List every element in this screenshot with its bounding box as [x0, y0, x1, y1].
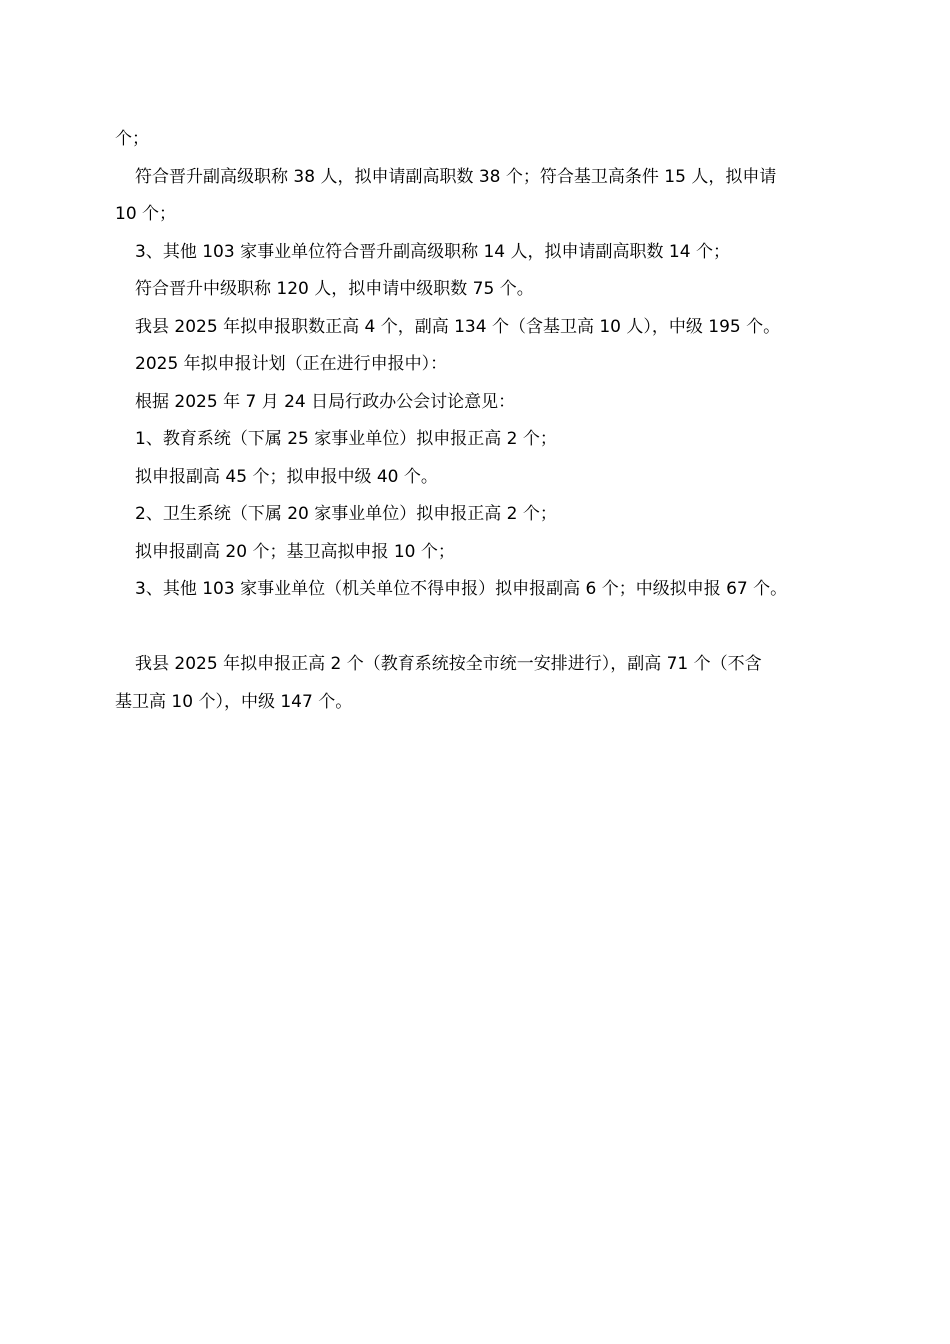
text-line-11: 2、卫生系统（下属 20 家事业单位）拟申报正高 2 个； [135, 504, 557, 524]
text-line-2: 符合晋升副高级职称 38 人，拟申请副高职数 38 个；符合基卫高条件 15 人，拟申请 [135, 166, 777, 187]
text-line-5: 符合晋升中级职称 120 人，拟申请中级职数 75 个。 [135, 279, 534, 299]
text-line-4: 3、其他 103 家事业单位符合晋升副高级职称 14 人，拟申请副高职数 14 个； [135, 241, 730, 262]
text-line-6: 我县 2025 年拟申报职数正高 4 个，副高 134 个（含基卫高 10 人），中级 195 个。 [135, 316, 781, 337]
text-line-15: 基卫高 10 个），中级 147 个。 [115, 691, 353, 712]
text-line-10: 拟申报副高 45 个；拟申报中级 40 个。 [135, 466, 438, 487]
text-line-13: 3、其他 103 家事业单位（机关单位不得申报）拟申报副高 6 个；中级拟申报 67 个。 [135, 579, 788, 599]
text-line-1: 个； [115, 129, 149, 149]
text-line-14: 我县 2025 年拟申报正高 2 个（教育系统按全市统一安排进行），副高 71 个（不含 [135, 654, 762, 674]
text-line-8: 根据 2025 年 7 月 24 日局行政办公会讨论意见： [135, 391, 516, 412]
paragraph-gap [115, 609, 845, 647]
document-body [115, 121, 845, 721]
text-line-9: 1、教育系统（下属 25 家事业单位）拟申报正高 2 个； [135, 429, 557, 449]
text-line-7: 2025 年拟申报计划（正在进行申报中）： [135, 354, 448, 374]
text-line-3: 10 个； [115, 204, 177, 224]
text-line-12: 拟申报副高 20 个；基卫高拟申报 10 个； [135, 541, 455, 562]
